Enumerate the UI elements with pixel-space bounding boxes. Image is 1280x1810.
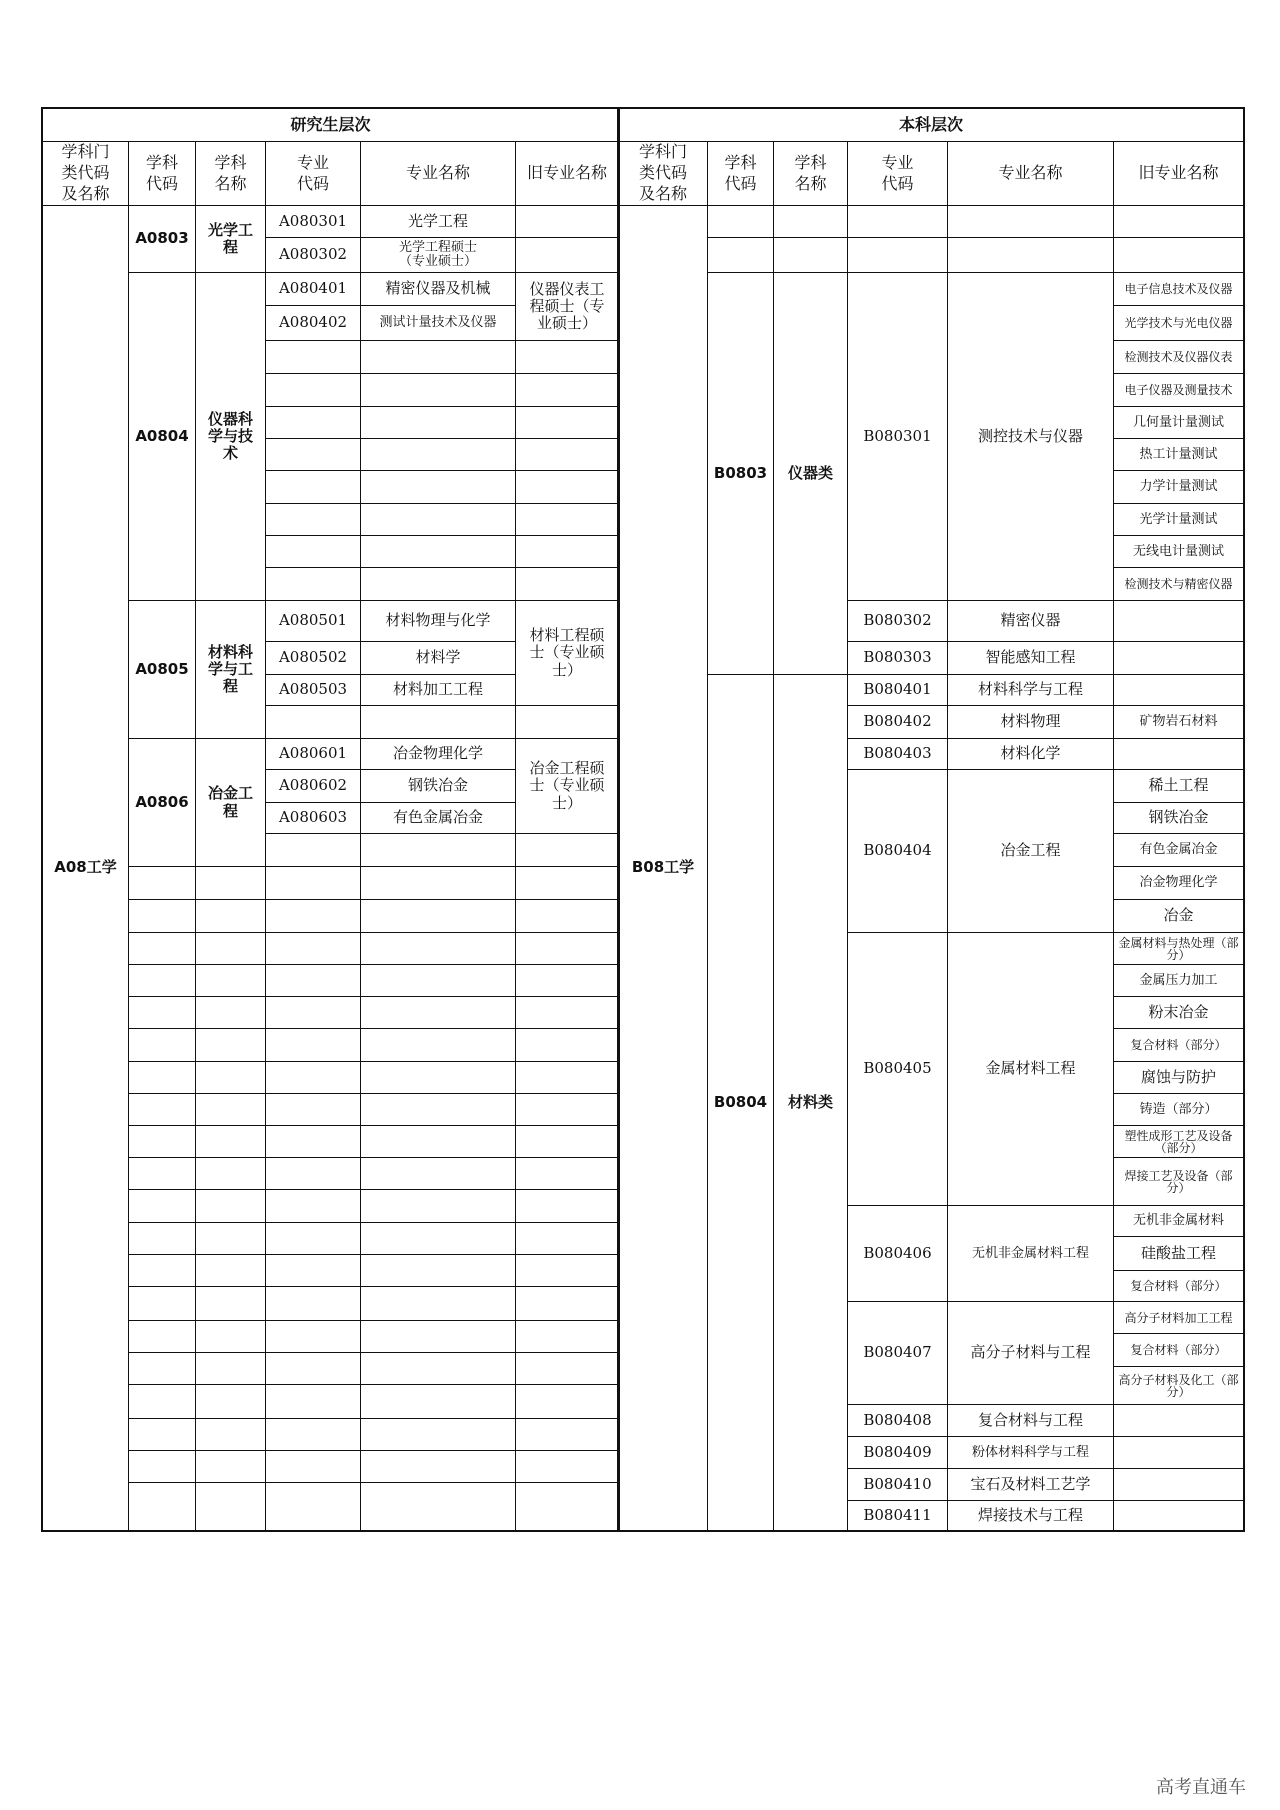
empty-cell [515,373,619,407]
empty-cell [515,833,619,867]
empty-cell [515,1157,619,1190]
empty-cell [265,1384,361,1419]
old-name-cell: 高分子材料及化工（部分） [1113,1366,1244,1405]
empty-cell [360,1352,516,1385]
major-name-cell: 光学工程硕士 （专业硕士） [360,237,516,273]
old-name-cell: 电子仪器及测量技术 [1113,373,1244,407]
major-name-cell: 粉体材料科学与工程 [947,1436,1114,1469]
old-name-cell: 钢铁冶金 [1113,802,1244,834]
major-code-cell: A080301 [265,205,361,238]
empty-cell [195,1093,266,1126]
empty-cell [265,503,361,536]
empty-cell [265,1157,361,1190]
major-code-cell: A080502 [265,641,361,675]
major-name-cell: 冶金物理化学 [360,738,516,770]
old-name-cell: 仪器仪表工 程硕士（专 业硕士） [515,272,619,341]
empty-cell [128,1384,196,1419]
major-code-cell: B080405 [847,932,948,1206]
old-name-cell: 金属材料与热处理（部分） [1113,932,1244,965]
discipline-name-cell: 冶金工 程 [195,738,266,867]
column-header: 学科 名称 [773,141,848,206]
empty-cell [707,237,774,273]
category-cell: A08工学 [42,205,129,1531]
old-name-cell [515,237,619,273]
empty-cell [515,340,619,374]
empty-cell [195,1352,266,1385]
major-code-cell: A080401 [265,272,361,306]
empty-cell [360,1320,516,1353]
old-name-cell [1113,1436,1244,1469]
empty-cell [360,833,516,867]
old-name-cell: 几何量计量测试 [1113,406,1244,439]
empty-cell [360,470,516,504]
empty-cell [515,406,619,439]
empty-cell [128,1028,196,1062]
column-header: 学科门 类代码 及名称 [618,141,708,206]
major-code-cell: B080301 [847,272,948,601]
old-name-cell: 无线电计量测试 [1113,535,1244,568]
major-name-cell: 焊接技术与工程 [947,1500,1114,1531]
old-name-cell: 复合材料（部分） [1113,1028,1244,1062]
empty-cell [360,1157,516,1190]
column-header: 专业名称 [947,141,1114,206]
empty-cell [360,1418,516,1451]
major-name-cell: 材料化学 [947,738,1114,770]
empty-cell [265,1254,361,1287]
major-name-cell: 无机非金属材料工程 [947,1205,1114,1302]
old-name-cell: 硅酸盐工程 [1113,1236,1244,1271]
empty-cell [265,1352,361,1385]
column-header: 学科门 类代码 及名称 [42,141,129,206]
empty-cell [1113,205,1244,238]
empty-cell [128,932,196,965]
empty-cell [195,1222,266,1255]
major-code-cell: B080402 [847,705,948,739]
empty-cell [360,1222,516,1255]
empty-cell [265,1320,361,1353]
empty-cell [515,438,619,471]
major-code-cell: A080603 [265,802,361,834]
section-header-graduate: 研究生层次 [42,108,619,142]
empty-cell [265,833,361,867]
major-code-cell: B080406 [847,1205,948,1302]
empty-cell [360,340,516,374]
empty-cell [360,1482,516,1531]
empty-cell [265,1189,361,1223]
empty-cell [195,1061,266,1094]
major-name-cell: 宝石及材料工艺学 [947,1468,1114,1501]
empty-cell [265,470,361,504]
empty-cell [515,567,619,601]
major-code-cell: B080403 [847,738,948,770]
major-name-cell: 精密仪器 [947,600,1114,642]
empty-cell [515,1222,619,1255]
old-name-cell [1113,1468,1244,1501]
empty-cell [515,1125,619,1158]
empty-cell [707,205,774,238]
empty-cell [195,1320,266,1353]
empty-cell [360,1125,516,1158]
empty-cell [847,237,948,273]
old-name-cell: 光学技术与光电仪器 [1113,305,1244,341]
major-name-cell: 材料科学与工程 [947,674,1114,706]
empty-cell [265,1286,361,1321]
empty-cell [515,1093,619,1126]
major-name-cell: 材料物理与化学 [360,600,516,642]
empty-cell [515,1352,619,1385]
empty-cell [128,1254,196,1287]
old-name-cell: 焊接工艺及设备（部分） [1113,1157,1244,1206]
empty-cell [360,705,516,739]
empty-cell [1113,237,1244,273]
empty-cell [360,996,516,1029]
old-name-cell: 冶金 [1113,899,1244,933]
old-name-cell: 热工计量测试 [1113,438,1244,471]
empty-cell [265,1450,361,1483]
empty-cell [515,866,619,900]
empty-cell [515,1418,619,1451]
class-name-cell: 仪器类 [773,272,848,675]
empty-cell [360,1028,516,1062]
column-header: 专业 代码 [265,141,361,206]
empty-cell [360,1384,516,1419]
major-code-cell: B080302 [847,600,948,642]
old-name-cell: 铸造（部分） [1113,1093,1244,1126]
discipline-code-cell: A0803 [128,205,196,273]
old-name-cell: 粉末冶金 [1113,996,1244,1029]
empty-cell [360,373,516,407]
empty-cell [947,237,1114,273]
old-name-cell: 力学计量测试 [1113,470,1244,504]
discipline-code-cell: A0806 [128,738,196,867]
major-name-cell: 测控技术与仪器 [947,272,1114,601]
major-code-cell: B080408 [847,1404,948,1437]
major-name-cell: 智能感知工程 [947,641,1114,675]
empty-cell [360,964,516,997]
major-name-cell: 材料物理 [947,705,1114,739]
empty-cell [265,1028,361,1062]
major-name-cell: 材料加工工程 [360,674,516,706]
empty-cell [195,996,266,1029]
column-header: 专业名称 [360,141,516,206]
empty-cell [773,237,848,273]
major-code-cell: A080302 [265,237,361,273]
major-name-cell: 高分子材料与工程 [947,1301,1114,1405]
column-header: 旧专业名称 [515,141,619,206]
major-name-cell: 精密仪器及机械 [360,272,516,306]
old-name-cell: 复合材料（部分） [1113,1270,1244,1302]
empty-cell [360,899,516,933]
discipline-name-cell: 材料科 学与工 程 [195,600,266,739]
column-header: 学科 名称 [195,141,266,206]
empty-cell [195,1028,266,1062]
major-code-cell: B080410 [847,1468,948,1501]
empty-cell [515,1320,619,1353]
empty-cell [128,1320,196,1353]
discipline-code-cell: A0804 [128,272,196,601]
old-name-cell: 检测技术与精密仪器 [1113,567,1244,601]
empty-cell [265,964,361,997]
old-name-cell: 材料工程硕 士（专业硕 士） [515,600,619,706]
empty-cell [265,866,361,900]
column-header: 旧专业名称 [1113,141,1244,206]
empty-cell [515,470,619,504]
major-code-cell: A080402 [265,305,361,341]
empty-cell [515,1450,619,1483]
old-name-cell [1113,641,1244,675]
empty-cell [265,340,361,374]
empty-cell [515,964,619,997]
empty-cell [360,866,516,900]
empty-cell [360,1254,516,1287]
empty-cell [265,1093,361,1126]
empty-cell [195,1189,266,1223]
empty-cell [360,406,516,439]
major-code-cell: B080407 [847,1301,948,1405]
old-name-cell [515,205,619,238]
empty-cell [195,1254,266,1287]
empty-cell [515,899,619,933]
empty-cell [265,567,361,601]
empty-cell [265,932,361,965]
major-name-cell: 材料学 [360,641,516,675]
major-code-cell: A080602 [265,769,361,803]
empty-cell [128,1450,196,1483]
major-name-cell: 光学工程 [360,205,516,238]
old-name-cell [1113,674,1244,706]
discipline-name-cell: 仪器科 学与技 术 [195,272,266,601]
empty-cell [195,964,266,997]
old-name-cell [1113,600,1244,642]
empty-cell [515,1286,619,1321]
major-name-cell: 冶金工程 [947,769,1114,933]
major-code-cell: A080601 [265,738,361,770]
empty-cell [360,535,516,568]
empty-cell [128,964,196,997]
class-name-cell: 材料类 [773,674,848,1531]
discipline-name-cell: 光学工 程 [195,205,266,273]
old-name-cell: 冶金物理化学 [1113,866,1244,900]
empty-cell [265,899,361,933]
empty-cell [265,996,361,1029]
empty-cell [128,1352,196,1385]
class-code-cell: B0804 [707,674,774,1531]
empty-cell [360,1093,516,1126]
old-name-cell: 金属压力加工 [1113,964,1244,997]
empty-cell [847,205,948,238]
empty-cell [515,1384,619,1419]
category-cell: B08工学 [618,205,708,1531]
empty-cell [128,1482,196,1531]
empty-cell [360,1061,516,1094]
old-name-cell: 电子信息技术及仪器 [1113,272,1244,306]
empty-cell [360,1450,516,1483]
column-header: 专业 代码 [847,141,948,206]
empty-cell [195,1125,266,1158]
major-code-cell: A080503 [265,674,361,706]
major-code-cell: B080303 [847,641,948,675]
empty-cell [515,1028,619,1062]
empty-cell [195,1482,266,1531]
empty-cell [360,932,516,965]
empty-cell [773,205,848,238]
major-name-cell: 钢铁冶金 [360,769,516,803]
old-name-cell: 冶金工程硕 士（专业硕 士） [515,738,619,834]
watermark: 高考直通车 [1156,1777,1246,1798]
empty-cell [360,438,516,471]
empty-cell [265,1061,361,1094]
empty-cell [128,1222,196,1255]
empty-cell [515,705,619,739]
column-header: 学科 代码 [707,141,774,206]
empty-cell [128,1189,196,1223]
empty-cell [515,1482,619,1531]
empty-cell [128,899,196,933]
old-name-cell: 矿物岩石材料 [1113,705,1244,739]
empty-cell [265,1222,361,1255]
major-name-cell: 复合材料与工程 [947,1404,1114,1437]
empty-cell [515,932,619,965]
empty-cell [128,1093,196,1126]
old-name-cell: 有色金属冶金 [1113,833,1244,867]
section-header-undergraduate: 本科层次 [618,108,1244,142]
empty-cell [515,1061,619,1094]
old-name-cell [1113,1500,1244,1531]
major-code-cell: B080411 [847,1500,948,1531]
empty-cell [128,1125,196,1158]
old-name-cell [1113,738,1244,770]
empty-cell [265,1482,361,1531]
empty-cell [265,406,361,439]
old-name-cell: 无机非金属材料 [1113,1205,1244,1237]
empty-cell [128,1061,196,1094]
empty-cell [515,503,619,536]
old-name-cell: 检测技术及仪器仪表 [1113,340,1244,374]
empty-cell [265,705,361,739]
major-name-cell: 测试计量技术及仪器 [360,305,516,341]
old-name-cell: 光学计量测试 [1113,503,1244,536]
old-name-cell: 塑性成形工艺及设备（部分） [1113,1125,1244,1158]
class-code-cell: B0803 [707,272,774,675]
empty-cell [515,535,619,568]
empty-cell [195,866,266,900]
empty-cell [515,996,619,1029]
column-header: 学科 代码 [128,141,196,206]
major-code-cell: B080409 [847,1436,948,1469]
empty-cell [195,1418,266,1451]
empty-cell [360,567,516,601]
old-name-cell: 复合材料（部分） [1113,1333,1244,1367]
empty-cell [195,1286,266,1321]
empty-cell [265,1418,361,1451]
old-name-cell [1113,1404,1244,1437]
empty-cell [128,1157,196,1190]
empty-cell [947,205,1114,238]
major-name-cell: 有色金属冶金 [360,802,516,834]
empty-cell [195,1157,266,1190]
old-name-cell: 腐蚀与防护 [1113,1061,1244,1094]
major-code-cell: A080501 [265,600,361,642]
empty-cell [360,503,516,536]
old-name-cell: 高分子材料加工工程 [1113,1301,1244,1334]
empty-cell [128,996,196,1029]
empty-cell [128,1286,196,1321]
empty-cell [128,866,196,900]
empty-cell [195,899,266,933]
empty-cell [265,1125,361,1158]
empty-cell [195,932,266,965]
empty-cell [128,1418,196,1451]
empty-cell [265,535,361,568]
empty-cell [195,1450,266,1483]
major-name-cell: 金属材料工程 [947,932,1114,1206]
discipline-code-cell: A0805 [128,600,196,739]
empty-cell [265,373,361,407]
empty-cell [360,1286,516,1321]
empty-cell [360,1189,516,1223]
major-code-cell: B080401 [847,674,948,706]
empty-cell [515,1254,619,1287]
major-code-cell: B080404 [847,769,948,933]
empty-cell [195,1384,266,1419]
empty-cell [515,1189,619,1223]
empty-cell [265,438,361,471]
old-name-cell: 稀土工程 [1113,769,1244,803]
